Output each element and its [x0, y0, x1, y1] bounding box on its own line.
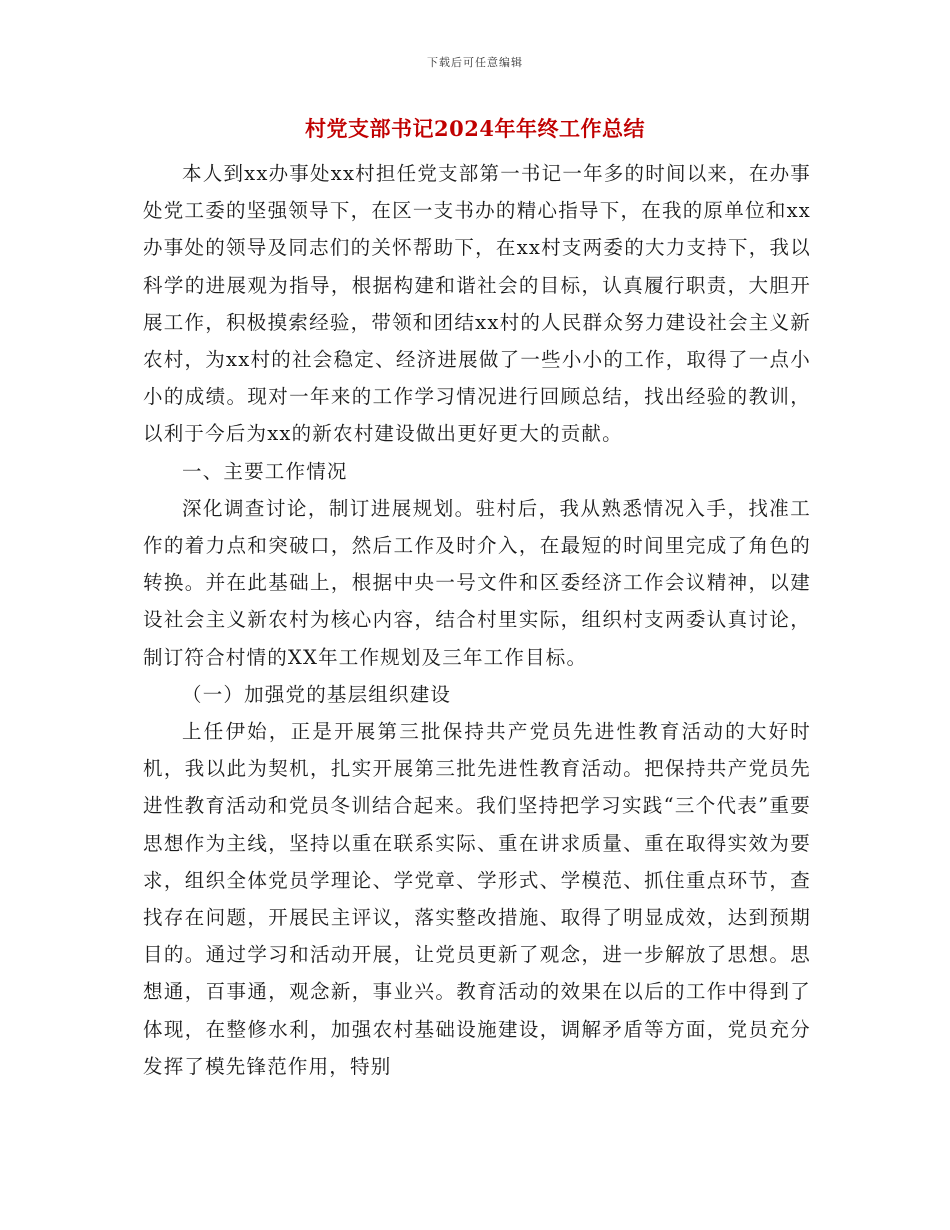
subsection-heading-party-building: （一）加强党的基层组织建设: [182, 682, 452, 706]
document-body: [143, 155, 811, 1085]
paragraph-education-activity: 上任伊始，正是开展第三批保持共产党员先进性教育活动的大好时机，我以此为契机，扎实开展第三批先进性教育活动。把保持共产党员先进性教育活动和党员冬训结合起来。我们坚持把学习实践“三个代表”重要思想作为主线，坚持以重在联系实际、重在讲求质量、重在取得实效为要求，组织全体党员学理论、学党章、学形式、学模范、抓住重点环节，查找存在问题，开展民主评议，落实整改措施、取得了明显成效，达到预期目的。通过学习和活动开展，让党员更新了观念，进一步解放了思想。思想通，百事通，观念新，事业兴。教育活动的效果在以后的工作中得到了体现，在整修水利，加强农村基础设施建设，调解矛盾等方面，党员充分发挥了模先锋范作用，特别: [143, 720, 811, 1078]
header-note: 下载后可任意编辑: [427, 56, 523, 69]
paragraph-research-planning: 深化调查讨论，制订进展规划。驻村后，我从熟悉情况入手，找准工作的着力点和突破口，然后工作及时介入，在最短的时间里完成了角色的转换。并在此基础上，根据中央一号文件和区委经济工作会议精神，以建设社会主义新农村为核心内容，结合村里实际，组织村支两委认真讨论，制订符合村情的XX年工作规划及三年工作目标。: [143, 496, 811, 669]
document-title: 村党支部书记2024年年终工作总结: [305, 116, 645, 141]
section-heading-main-work: 一、主要工作情况: [182, 459, 348, 483]
paragraph-intro: 本人到xx办事处xx村担任党支部第一书记一年多的时间以来，在办事处党工委的坚强领导下，在区一支书办的精心指导下，在我的原单位和xx办事处的领导及同志们的关怀帮助下，在xx村支两委的大力支持下，我以科学的进展观为指导，根据构建和谐社会的目标，认真履行职责，大胆开展工作，积极摸索经验，带领和团结xx村的人民群众努力建设社会主义新农村，为xx村的社会稳定、经济进展做了一些小小的工作，取得了一点小小的成绩。现对一年来的工作学习情况进行回顾总结，找出经验的教训，以利于今后为xx的新农村建设做出更好更大的贡献。: [143, 162, 811, 446]
